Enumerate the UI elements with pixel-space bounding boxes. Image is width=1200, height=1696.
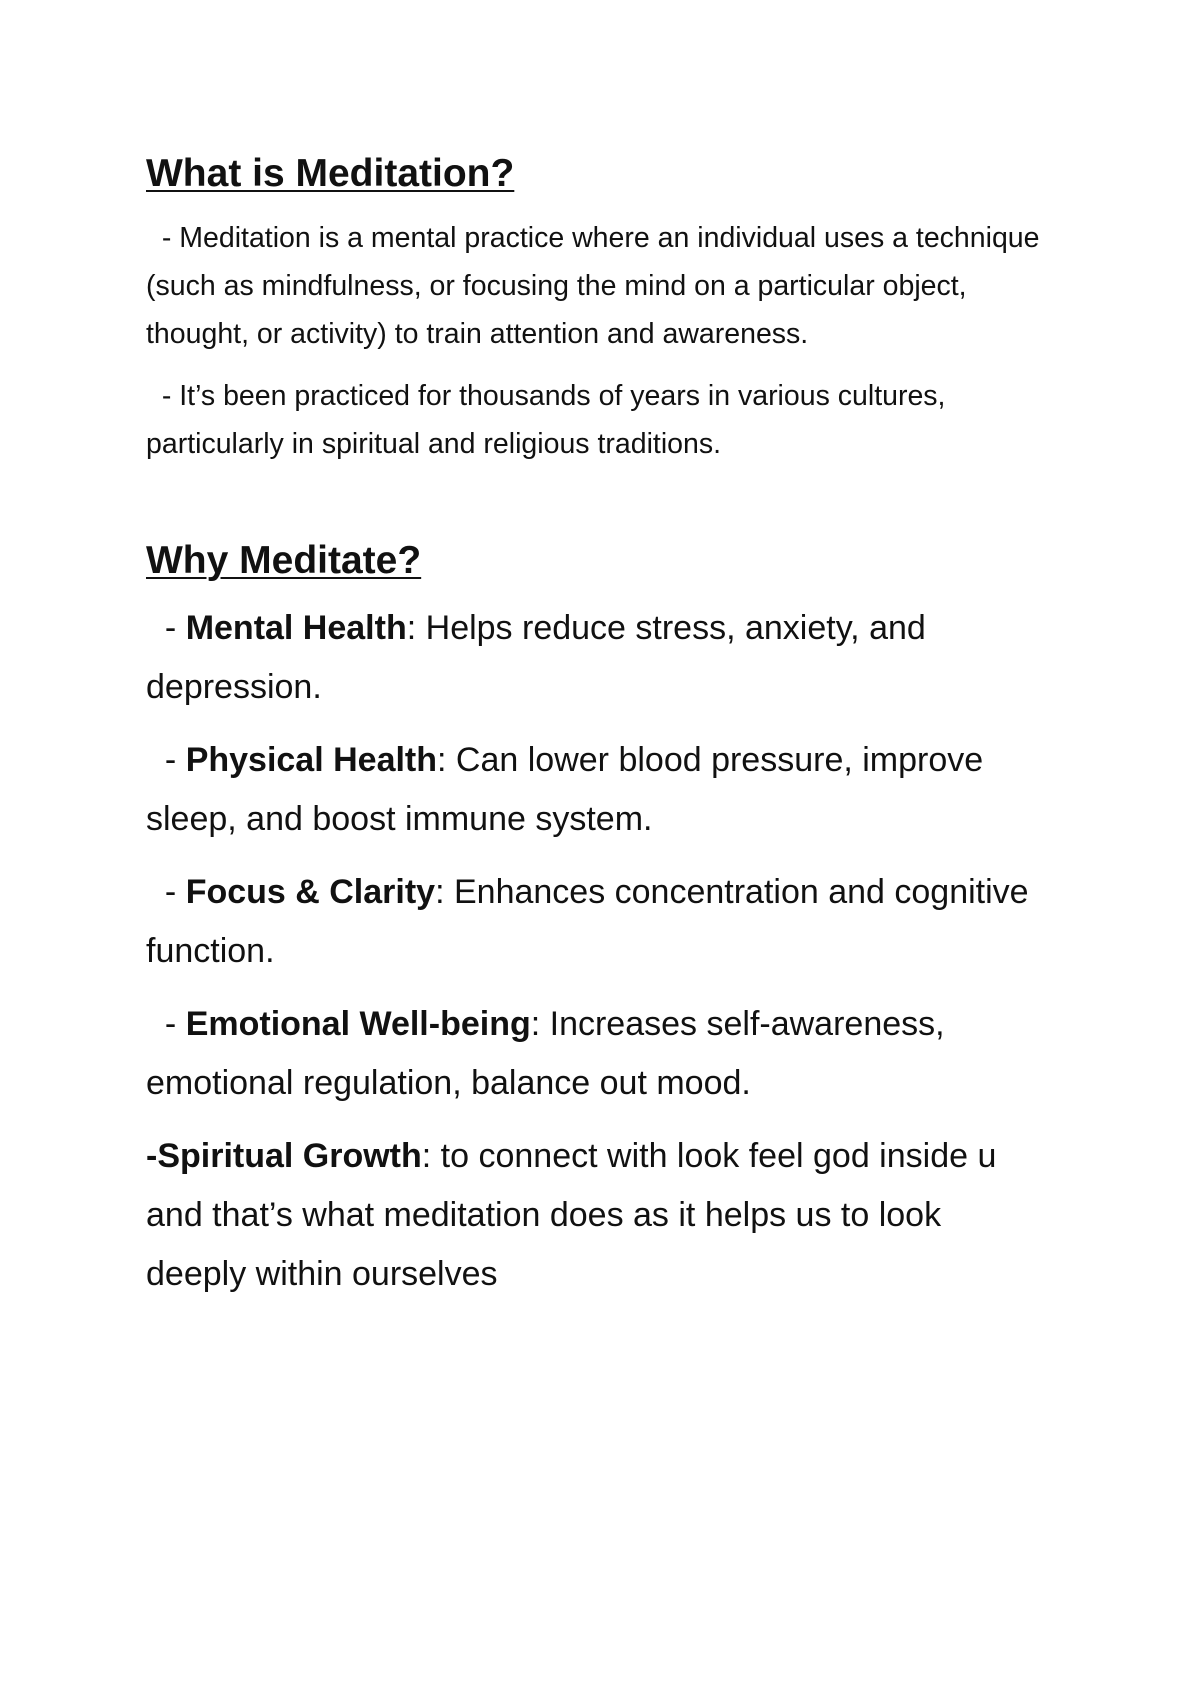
paragraph-definition bbox=[146, 214, 1046, 358]
benefit-prefix: - bbox=[164, 609, 186, 647]
benefit-text: Increases self-awareness, emotional regulation, balance out mood. bbox=[146, 1005, 945, 1102]
benefit-sep: : bbox=[435, 873, 445, 911]
benefit-text: to connect with look feel god inside u and that’s what meditation does as it helps us to look deeply within ourselves bbox=[146, 1137, 997, 1293]
section-why-meditate bbox=[146, 533, 1046, 1304]
benefit-sep: : bbox=[437, 741, 447, 779]
benefit-prefix: - bbox=[164, 873, 186, 911]
benefit-sep: : bbox=[530, 1005, 541, 1043]
benefit-text: Enhances concentration and cognitive function. bbox=[146, 873, 1029, 970]
section-what-is-meditation bbox=[146, 148, 1046, 468]
document-page bbox=[146, 148, 1046, 1318]
benefit-item bbox=[146, 731, 1046, 849]
paragraph-text: - Meditation is a mental practice where an individual uses a technique (such as mindfulness, or focusing the mind on a particular object, thought, or activity) to train attention and awareness. bbox=[146, 222, 1040, 350]
benefit-term: Physical Health bbox=[185, 741, 438, 779]
benefit-prefix: - bbox=[164, 1005, 186, 1043]
benefit-text: Can lower blood pressure, improve sleep, and boost immune system. bbox=[146, 741, 984, 838]
benefit-item bbox=[146, 1127, 1046, 1304]
heading-what-is-meditation: What is Meditation? bbox=[146, 152, 515, 195]
benefit-term: -Spiritual Growth bbox=[146, 1137, 422, 1175]
benefit-term: Emotional Well-being bbox=[185, 1005, 531, 1043]
benefit-prefix: - bbox=[164, 741, 186, 779]
benefit-item bbox=[146, 863, 1046, 981]
benefit-sep: : bbox=[421, 1137, 432, 1175]
benefit-text: Helps reduce stress, anxiety, and depression. bbox=[146, 609, 926, 706]
benefit-sep: : bbox=[406, 609, 417, 647]
benefit-term: Focus & Clarity bbox=[185, 873, 436, 911]
paragraph-history bbox=[146, 372, 1046, 468]
heading-why-meditate: Why Meditate? bbox=[146, 539, 422, 582]
benefit-item bbox=[146, 995, 1046, 1113]
paragraph-text: - It’s been practiced for thousands of years in various cultures, particularly in spiritual and religious traditions. bbox=[146, 380, 946, 460]
benefit-term: Mental Health bbox=[185, 609, 407, 647]
benefit-item bbox=[146, 599, 1046, 717]
